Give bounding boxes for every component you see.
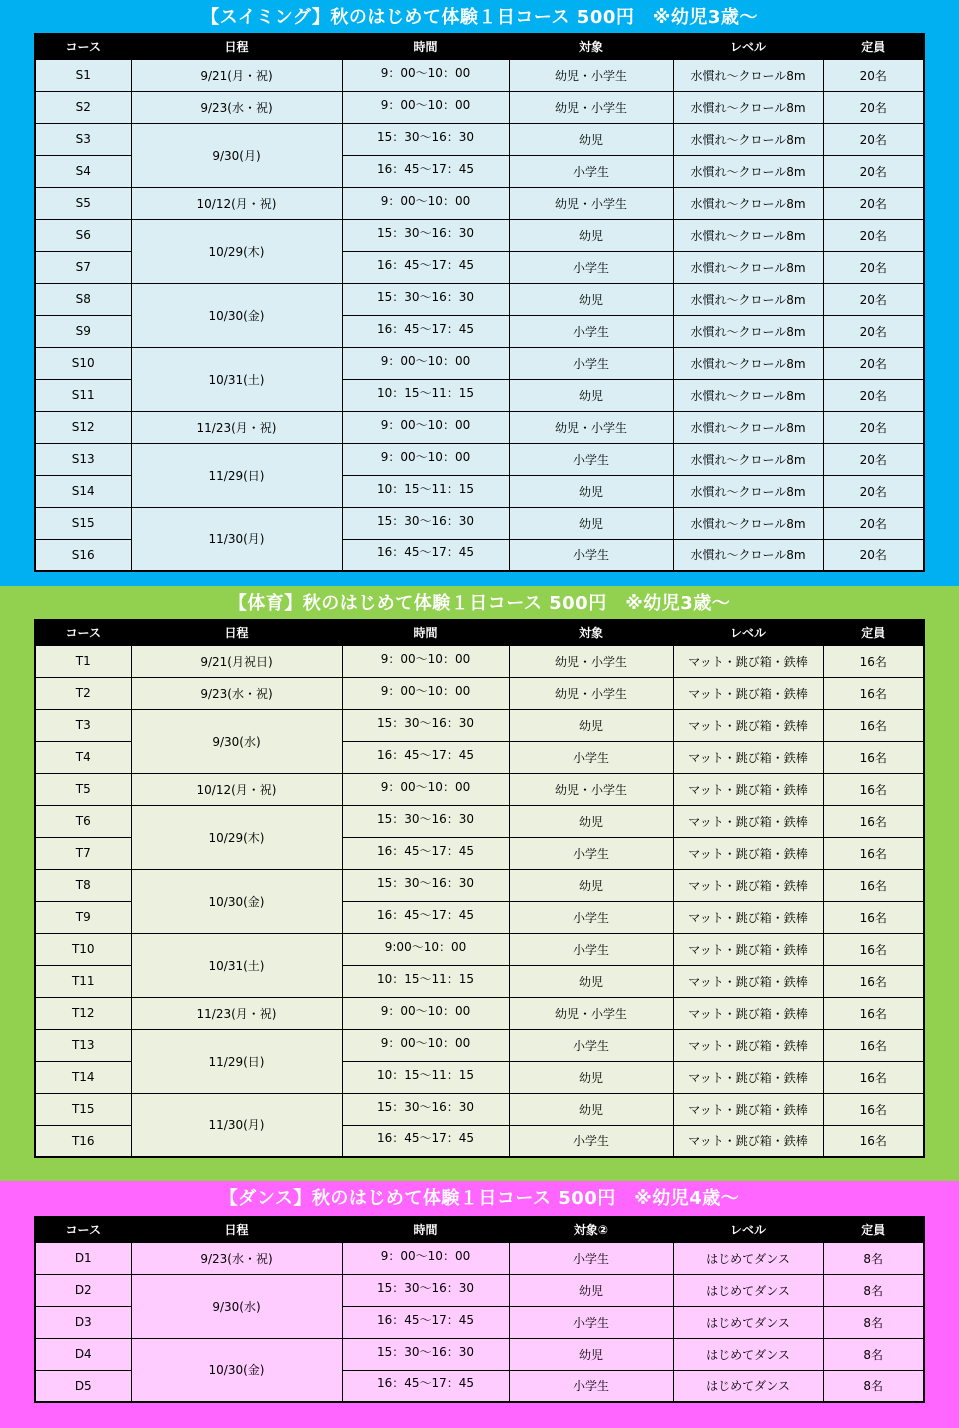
cell-level: 水慣れ～クロール8m (673, 251, 823, 283)
cell-level: マット・跳び箱・鉄棒 (673, 1061, 823, 1093)
table-row (35, 869, 924, 901)
cell-capacity: 20名 (823, 347, 924, 379)
cell-capacity: 16名 (823, 1093, 924, 1125)
cell-time: 10：15～11：15 (342, 1061, 509, 1093)
cell-course: T13 (35, 1029, 131, 1061)
cell-date: 9/21(月・祝) (131, 59, 342, 91)
cell-capacity: 16名 (823, 645, 924, 677)
cell-capacity: 20名 (823, 411, 924, 443)
cell-time: 16：45～17：45 (342, 315, 509, 347)
cell-target: 幼児 (509, 869, 673, 901)
cell-level: 水慣れ～クロール8m (673, 539, 823, 571)
cell-time: 16：45～17：45 (342, 251, 509, 283)
cell-level: はじめてダンス (673, 1274, 823, 1306)
cell-capacity: 20名 (823, 283, 924, 315)
cell-date: 9/30(水) (131, 1274, 342, 1338)
cell-course: D4 (35, 1338, 131, 1370)
cell-level: 水慣れ～クロール8m (673, 219, 823, 251)
table-row (35, 997, 924, 1029)
cell-level: マット・跳び箱・鉄棒 (673, 933, 823, 965)
cell-level: 水慣れ～クロール8m (673, 379, 823, 411)
cell-level: はじめてダンス (673, 1306, 823, 1338)
column-header-level: レベル (673, 34, 823, 59)
cell-course: T15 (35, 1093, 131, 1125)
cell-target: 幼児・小学生 (509, 677, 673, 709)
cell-date: 10/29(木) (131, 805, 342, 869)
cell-capacity: 20名 (823, 187, 924, 219)
cell-capacity: 16名 (823, 901, 924, 933)
cell-date: 10/31(土) (131, 347, 342, 411)
cell-target: 幼児 (509, 283, 673, 315)
cell-time: 9：00～10：00 (342, 59, 509, 91)
column-header-level: レベル (673, 620, 823, 645)
cell-target: 小学生 (509, 741, 673, 773)
cell-level: はじめてダンス (673, 1338, 823, 1370)
cell-target: 幼児 (509, 1274, 673, 1306)
cell-course: T1 (35, 645, 131, 677)
cell-level: 水慣れ～クロール8m (673, 155, 823, 187)
swimming-schedule-table (34, 33, 925, 572)
cell-level: マット・跳び箱・鉄棒 (673, 709, 823, 741)
cell-target: 小学生 (509, 315, 673, 347)
cell-capacity: 20名 (823, 315, 924, 347)
cell-course: T4 (35, 741, 131, 773)
cell-date: 11/23(月・祝) (131, 997, 342, 1029)
cell-capacity: 8名 (823, 1306, 924, 1338)
cell-capacity: 20名 (823, 475, 924, 507)
cell-capacity: 20名 (823, 91, 924, 123)
cell-target: 幼児・小学生 (509, 411, 673, 443)
cell-target: 小学生 (509, 347, 673, 379)
cell-level: 水慣れ～クロール8m (673, 283, 823, 315)
cell-target: 小学生 (509, 155, 673, 187)
cell-level: 水慣れ～クロール8m (673, 91, 823, 123)
cell-course: S16 (35, 539, 131, 571)
cell-date: 11/30(月) (131, 507, 342, 571)
cell-date: 9/23(水・祝) (131, 677, 342, 709)
cell-date: 10/29(木) (131, 219, 342, 283)
table-row (35, 677, 924, 709)
cell-course: T8 (35, 869, 131, 901)
cell-course: S10 (35, 347, 131, 379)
cell-capacity: 16名 (823, 933, 924, 965)
cell-capacity: 16名 (823, 869, 924, 901)
cell-level: マット・跳び箱・鉄棒 (673, 901, 823, 933)
table-row (35, 219, 924, 251)
table-header-row (35, 34, 924, 59)
cell-target: 幼児・小学生 (509, 59, 673, 91)
cell-target: 幼児 (509, 805, 673, 837)
table-row (35, 709, 924, 741)
cell-capacity: 16名 (823, 709, 924, 741)
cell-target: 幼児 (509, 1338, 673, 1370)
table-row (35, 773, 924, 805)
cell-course: T9 (35, 901, 131, 933)
pe-section (0, 586, 959, 1181)
cell-target: 幼児 (509, 379, 673, 411)
cell-time: 9：00～10：00 (342, 645, 509, 677)
cell-course: T5 (35, 773, 131, 805)
cell-capacity: 16名 (823, 1061, 924, 1093)
cell-time: 16：45～17：45 (342, 1125, 509, 1157)
cell-level: 水慣れ～クロール8m (673, 315, 823, 347)
cell-capacity: 16名 (823, 677, 924, 709)
cell-course: T3 (35, 709, 131, 741)
cell-level: 水慣れ～クロール8m (673, 347, 823, 379)
cell-time: 15：30～16：30 (342, 709, 509, 741)
cell-date: 10/30(金) (131, 1338, 342, 1402)
dance-schedule-table (34, 1216, 925, 1403)
cell-course: D1 (35, 1242, 131, 1274)
cell-capacity: 8名 (823, 1338, 924, 1370)
cell-course: S1 (35, 59, 131, 91)
table-header-row (35, 620, 924, 645)
cell-time: 15：30～16：30 (342, 1274, 509, 1306)
column-header-target: 対象 (509, 620, 673, 645)
cell-capacity: 16名 (823, 741, 924, 773)
cell-course: S13 (35, 443, 131, 475)
cell-time: 15：30～16：30 (342, 507, 509, 539)
cell-time: 15：30～16：30 (342, 219, 509, 251)
cell-capacity: 16名 (823, 837, 924, 869)
table-row (35, 187, 924, 219)
column-header-time: 時間 (342, 34, 509, 59)
cell-time: 9：00～10：00 (342, 91, 509, 123)
cell-course: S14 (35, 475, 131, 507)
cell-time: 9:00～10：00 (342, 933, 509, 965)
cell-time: 9：00～10：00 (342, 443, 509, 475)
cell-capacity: 8名 (823, 1274, 924, 1306)
cell-level: 水慣れ～クロール8m (673, 123, 823, 155)
column-header-date: 日程 (131, 1217, 342, 1242)
cell-capacity: 16名 (823, 773, 924, 805)
cell-capacity: 20名 (823, 123, 924, 155)
cell-target: 幼児 (509, 507, 673, 539)
cell-capacity: 20名 (823, 443, 924, 475)
cell-target: 小学生 (509, 1306, 673, 1338)
cell-level: 水慣れ～クロール8m (673, 443, 823, 475)
cell-course: T14 (35, 1061, 131, 1093)
cell-level: はじめてダンス (673, 1242, 823, 1274)
cell-target: 幼児 (509, 123, 673, 155)
cell-target: 小学生 (509, 1242, 673, 1274)
cell-capacity: 16名 (823, 1125, 924, 1157)
cell-level: マット・跳び箱・鉄棒 (673, 837, 823, 869)
cell-target: 幼児・小学生 (509, 997, 673, 1029)
cell-course: D5 (35, 1370, 131, 1402)
table-row (35, 283, 924, 315)
cell-capacity: 16名 (823, 997, 924, 1029)
cell-time: 9：00～10：00 (342, 1242, 509, 1274)
cell-level: マット・跳び箱・鉄棒 (673, 805, 823, 837)
column-header-time: 時間 (342, 1217, 509, 1242)
cell-capacity: 20名 (823, 59, 924, 91)
cell-time: 15：30～16：30 (342, 123, 509, 155)
cell-level: はじめてダンス (673, 1370, 823, 1402)
table-row (35, 805, 924, 837)
cell-time: 16：45～17：45 (342, 1370, 509, 1402)
column-header-course: コース (35, 620, 131, 645)
cell-level: マット・跳び箱・鉄棒 (673, 773, 823, 805)
table-row (35, 1029, 924, 1061)
cell-course: T6 (35, 805, 131, 837)
column-header-date: 日程 (131, 34, 342, 59)
cell-date: 10/30(金) (131, 283, 342, 347)
pe-section-title: 【体育】秋のはじめて体験１日コース 500円 ※幼児3歳～ (228, 593, 731, 614)
cell-capacity: 20名 (823, 219, 924, 251)
column-header-capacity: 定員 (823, 1217, 924, 1242)
cell-level: 水慣れ～クロール8m (673, 59, 823, 91)
cell-level: 水慣れ～クロール8m (673, 507, 823, 539)
cell-course: S15 (35, 507, 131, 539)
cell-course: S5 (35, 187, 131, 219)
cell-level: マット・跳び箱・鉄棒 (673, 645, 823, 677)
cell-time: 9：00～10：00 (342, 411, 509, 443)
column-header-level: レベル (673, 1217, 823, 1242)
column-header-target: 対象② (509, 1217, 673, 1242)
dance-section-title: 【ダンス】秋のはじめて体験１日コース 500円 ※幼児4歳～ (219, 1188, 740, 1209)
cell-course: S4 (35, 155, 131, 187)
cell-date: 10/12(月・祝) (131, 773, 342, 805)
cell-level: マット・跳び箱・鉄棒 (673, 677, 823, 709)
cell-date: 10/30(金) (131, 869, 342, 933)
cell-time: 16：45～17：45 (342, 539, 509, 571)
table-row (35, 123, 924, 155)
cell-target: 幼児・小学生 (509, 91, 673, 123)
cell-level: 水慣れ～クロール8m (673, 187, 823, 219)
cell-capacity: 20名 (823, 539, 924, 571)
cell-level: マット・跳び箱・鉄棒 (673, 1029, 823, 1061)
table-row (35, 1093, 924, 1125)
column-header-capacity: 定員 (823, 620, 924, 645)
cell-level: マット・跳び箱・鉄棒 (673, 997, 823, 1029)
cell-target: 小学生 (509, 1125, 673, 1157)
cell-time: 10：15～11：15 (342, 475, 509, 507)
cell-course: T16 (35, 1125, 131, 1157)
cell-time: 15：30～16：30 (342, 1093, 509, 1125)
cell-target: 小学生 (509, 837, 673, 869)
cell-course: S9 (35, 315, 131, 347)
table-row (35, 91, 924, 123)
dance-section (0, 1181, 959, 1428)
cell-course: T10 (35, 933, 131, 965)
cell-course: D3 (35, 1306, 131, 1338)
cell-date: 9/21(月祝日) (131, 645, 342, 677)
cell-capacity: 20名 (823, 379, 924, 411)
cell-time: 10：15～11：15 (342, 965, 509, 997)
cell-target: 幼児・小学生 (509, 645, 673, 677)
cell-level: マット・跳び箱・鉄棒 (673, 1125, 823, 1157)
cell-date: 11/30(月) (131, 1093, 342, 1157)
cell-course: S11 (35, 379, 131, 411)
cell-course: S6 (35, 219, 131, 251)
cell-date: 11/29(日) (131, 443, 342, 507)
cell-time: 9：00～10：00 (342, 347, 509, 379)
cell-capacity: 8名 (823, 1370, 924, 1402)
cell-date: 9/23(水・祝) (131, 1242, 342, 1274)
cell-level: マット・跳び箱・鉄棒 (673, 1093, 823, 1125)
cell-level: 水慣れ～クロール8m (673, 411, 823, 443)
swimming-section-title: 【スイミング】秋のはじめて体験１日コース 500円 ※幼児3歳～ (201, 7, 758, 28)
cell-target: 幼児 (509, 1061, 673, 1093)
cell-target: 幼児 (509, 219, 673, 251)
cell-target: 幼児・小学生 (509, 187, 673, 219)
table-row (35, 933, 924, 965)
cell-course: D2 (35, 1274, 131, 1306)
swimming-section (0, 0, 959, 586)
cell-course: S2 (35, 91, 131, 123)
cell-capacity: 20名 (823, 155, 924, 187)
column-header-course: コース (35, 34, 131, 59)
cell-course: S12 (35, 411, 131, 443)
cell-target: 幼児 (509, 1093, 673, 1125)
table-row (35, 347, 924, 379)
cell-course: S3 (35, 123, 131, 155)
cell-target: 幼児 (509, 965, 673, 997)
column-header-course: コース (35, 1217, 131, 1242)
column-header-capacity: 定員 (823, 34, 924, 59)
cell-time: 16：45～17：45 (342, 901, 509, 933)
cell-time: 15：30～16：30 (342, 1338, 509, 1370)
cell-target: 小学生 (509, 539, 673, 571)
table-row (35, 645, 924, 677)
cell-date: 9/30(月) (131, 123, 342, 187)
cell-time: 9：00～10：00 (342, 187, 509, 219)
cell-time: 9：00～10：00 (342, 1029, 509, 1061)
cell-capacity: 16名 (823, 805, 924, 837)
cell-time: 16：45～17：45 (342, 1306, 509, 1338)
pe-schedule-table (34, 619, 925, 1158)
cell-target: 小学生 (509, 901, 673, 933)
column-header-date: 日程 (131, 620, 342, 645)
column-header-time: 時間 (342, 620, 509, 645)
cell-target: 幼児 (509, 709, 673, 741)
cell-time: 15：30～16：30 (342, 283, 509, 315)
cell-time: 16：45～17：45 (342, 155, 509, 187)
cell-time: 9：00～10：00 (342, 677, 509, 709)
cell-date: 11/29(日) (131, 1029, 342, 1093)
cell-target: 小学生 (509, 933, 673, 965)
cell-capacity: 8名 (823, 1242, 924, 1274)
table-row (35, 1242, 924, 1274)
table-row (35, 411, 924, 443)
cell-time: 16：45～17：45 (342, 837, 509, 869)
cell-target: 小学生 (509, 1029, 673, 1061)
cell-course: T7 (35, 837, 131, 869)
cell-capacity: 20名 (823, 251, 924, 283)
cell-level: マット・跳び箱・鉄棒 (673, 965, 823, 997)
cell-date: 10/31(土) (131, 933, 342, 997)
table-row (35, 507, 924, 539)
cell-target: 小学生 (509, 251, 673, 283)
cell-level: 水慣れ～クロール8m (673, 475, 823, 507)
table-header-row (35, 1217, 924, 1242)
cell-time: 9：00～10：00 (342, 773, 509, 805)
cell-course: T2 (35, 677, 131, 709)
cell-date: 9/23(水・祝) (131, 91, 342, 123)
cell-time: 16：45～17：45 (342, 741, 509, 773)
cell-capacity: 16名 (823, 965, 924, 997)
cell-level: マット・跳び箱・鉄棒 (673, 869, 823, 901)
cell-course: T12 (35, 997, 131, 1029)
cell-target: 幼児 (509, 475, 673, 507)
cell-course: S7 (35, 251, 131, 283)
cell-level: マット・跳び箱・鉄棒 (673, 741, 823, 773)
column-header-target: 対象 (509, 34, 673, 59)
table-row (35, 59, 924, 91)
cell-time: 15：30～16：30 (342, 869, 509, 901)
cell-target: 小学生 (509, 1370, 673, 1402)
table-row (35, 1274, 924, 1306)
cell-time: 15：30～16：30 (342, 805, 509, 837)
cell-date: 10/12(月・祝) (131, 187, 342, 219)
table-row (35, 443, 924, 475)
table-row (35, 1338, 924, 1370)
cell-course: T11 (35, 965, 131, 997)
cell-capacity: 16名 (823, 1029, 924, 1061)
cell-target: 幼児・小学生 (509, 773, 673, 805)
cell-capacity: 20名 (823, 507, 924, 539)
cell-time: 9：00～10：00 (342, 997, 509, 1029)
cell-course: S8 (35, 283, 131, 315)
cell-time: 10：15～11：15 (342, 379, 509, 411)
cell-target: 小学生 (509, 443, 673, 475)
cell-date: 11/23(月・祝) (131, 411, 342, 443)
cell-date: 9/30(水) (131, 709, 342, 773)
